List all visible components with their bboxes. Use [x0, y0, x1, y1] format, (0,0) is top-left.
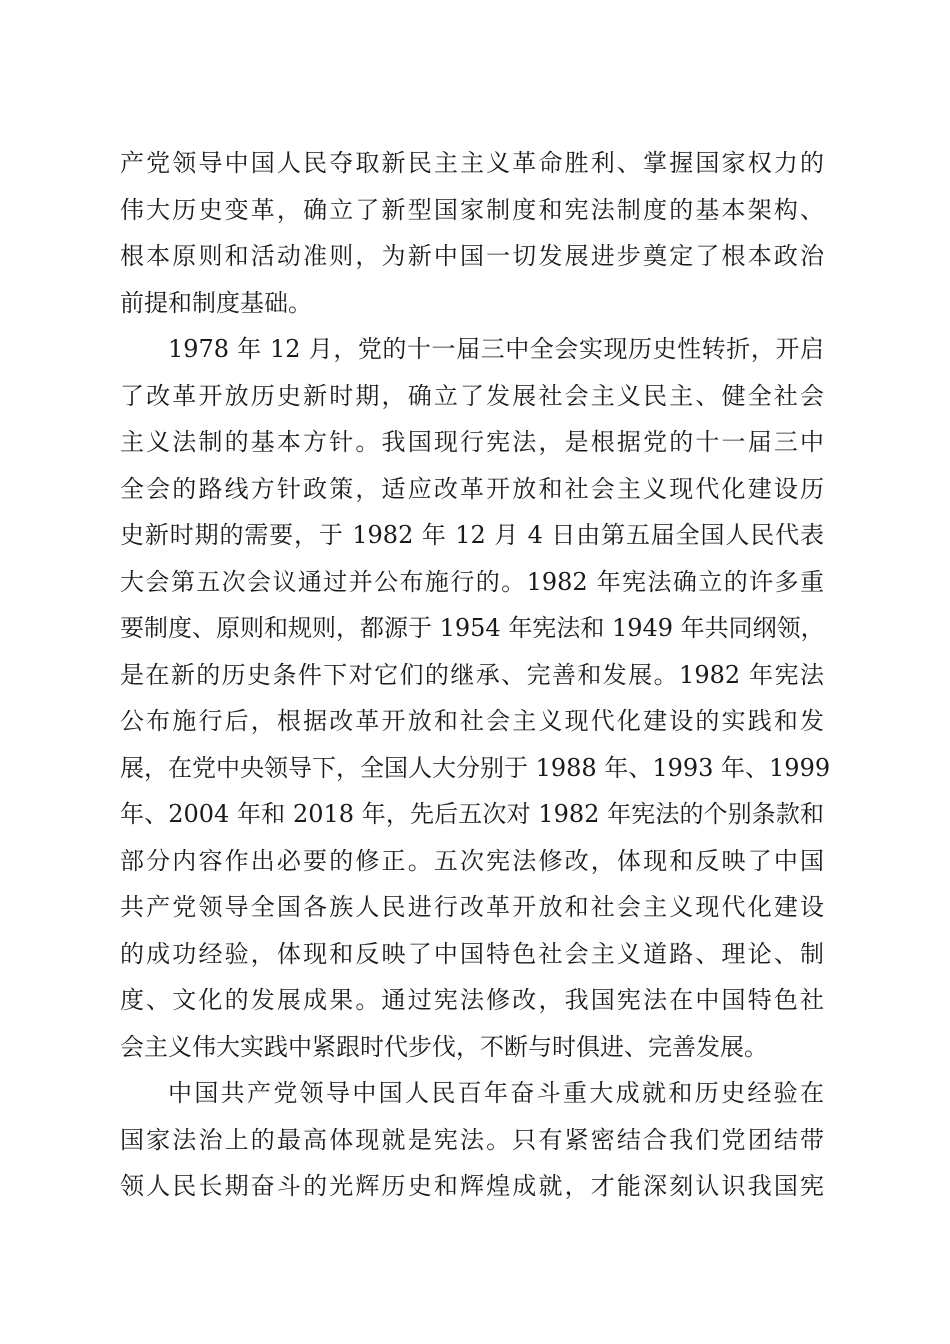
text-line: 展，在党中央领导下，全国人大分别于 1988 年、1993 年、1999 [120, 753, 831, 782]
text-line: 1978 年 12 月，党的十一届三中全会实现历史性转折，开启 [168, 335, 824, 363]
text-line: 国家法治上的最高体现就是宪法。只有紧密结合我们党团结带 [120, 1125, 824, 1154]
text-line: 根本原则和活动准则，为新中国一切发展进步奠定了根本政治 [120, 242, 824, 270]
text-line: 前提和制度基础。 [120, 288, 312, 317]
text-line: 公布施行后，根据改革开放和社会主义现代化建设的实践和发 [120, 707, 824, 735]
text-line: 全会的路线方针政策，适应改革开放和社会主义现代化建设历 [120, 474, 824, 503]
text-line: 产党领导中国人民夺取新民主主义革命胜利、掌握国家权力的 [120, 149, 824, 177]
text-line: 会主义伟大实践中紧跟时代步伐，不断与时俱进、完善发展。 [120, 1032, 768, 1061]
text-line: 部分内容作出必要的修正。五次宪法修改，体现和反映了中国 [120, 846, 824, 875]
text-line: 共产党领导全国各族人民进行改革开放和社会主义现代化建设 [120, 893, 824, 921]
document-body [120, 140, 831, 1210]
text-line: 的成功经验，体现和反映了中国特色社会主义道路、理论、制 [120, 939, 824, 968]
text-line: 了改革开放历史新时期，确立了发展社会主义民主、健全社会 [120, 381, 824, 410]
text-line: 中国共产党领导中国人民百年奋斗重大成就和历史经验在 [168, 1079, 824, 1107]
text-line: 年、2004 年和 2018 年，先后五次对 1982 年宪法的个别条款和 [120, 800, 824, 828]
text-line: 伟大历史变革，确立了新型国家制度和宪法制度的基本架构、 [120, 195, 824, 224]
text-line: 度、文化的发展成果。通过宪法修改，我国宪法在中国特色社 [120, 986, 824, 1014]
text-line: 主义法制的基本方针。我国现行宪法，是根据党的十一届三中 [120, 428, 824, 456]
text-line: 是在新的历史条件下对它们的继承、完善和发展。1982 年宪法 [120, 660, 824, 689]
text-line: 领人民长期奋斗的光辉历史和辉煌成就，才能深刻认识我国宪 [120, 1172, 824, 1200]
text-line: 要制度、原则和规则，都源于 1954 年宪法和 1949 年共同纲领， [120, 614, 825, 642]
text-line: 史新时期的需要，于 1982 年 12 月 4 日由第五届全国人民代表 [120, 521, 824, 549]
text-line: 大会第五次会议通过并公布施行的。1982 年宪法确立的许多重 [120, 567, 824, 596]
